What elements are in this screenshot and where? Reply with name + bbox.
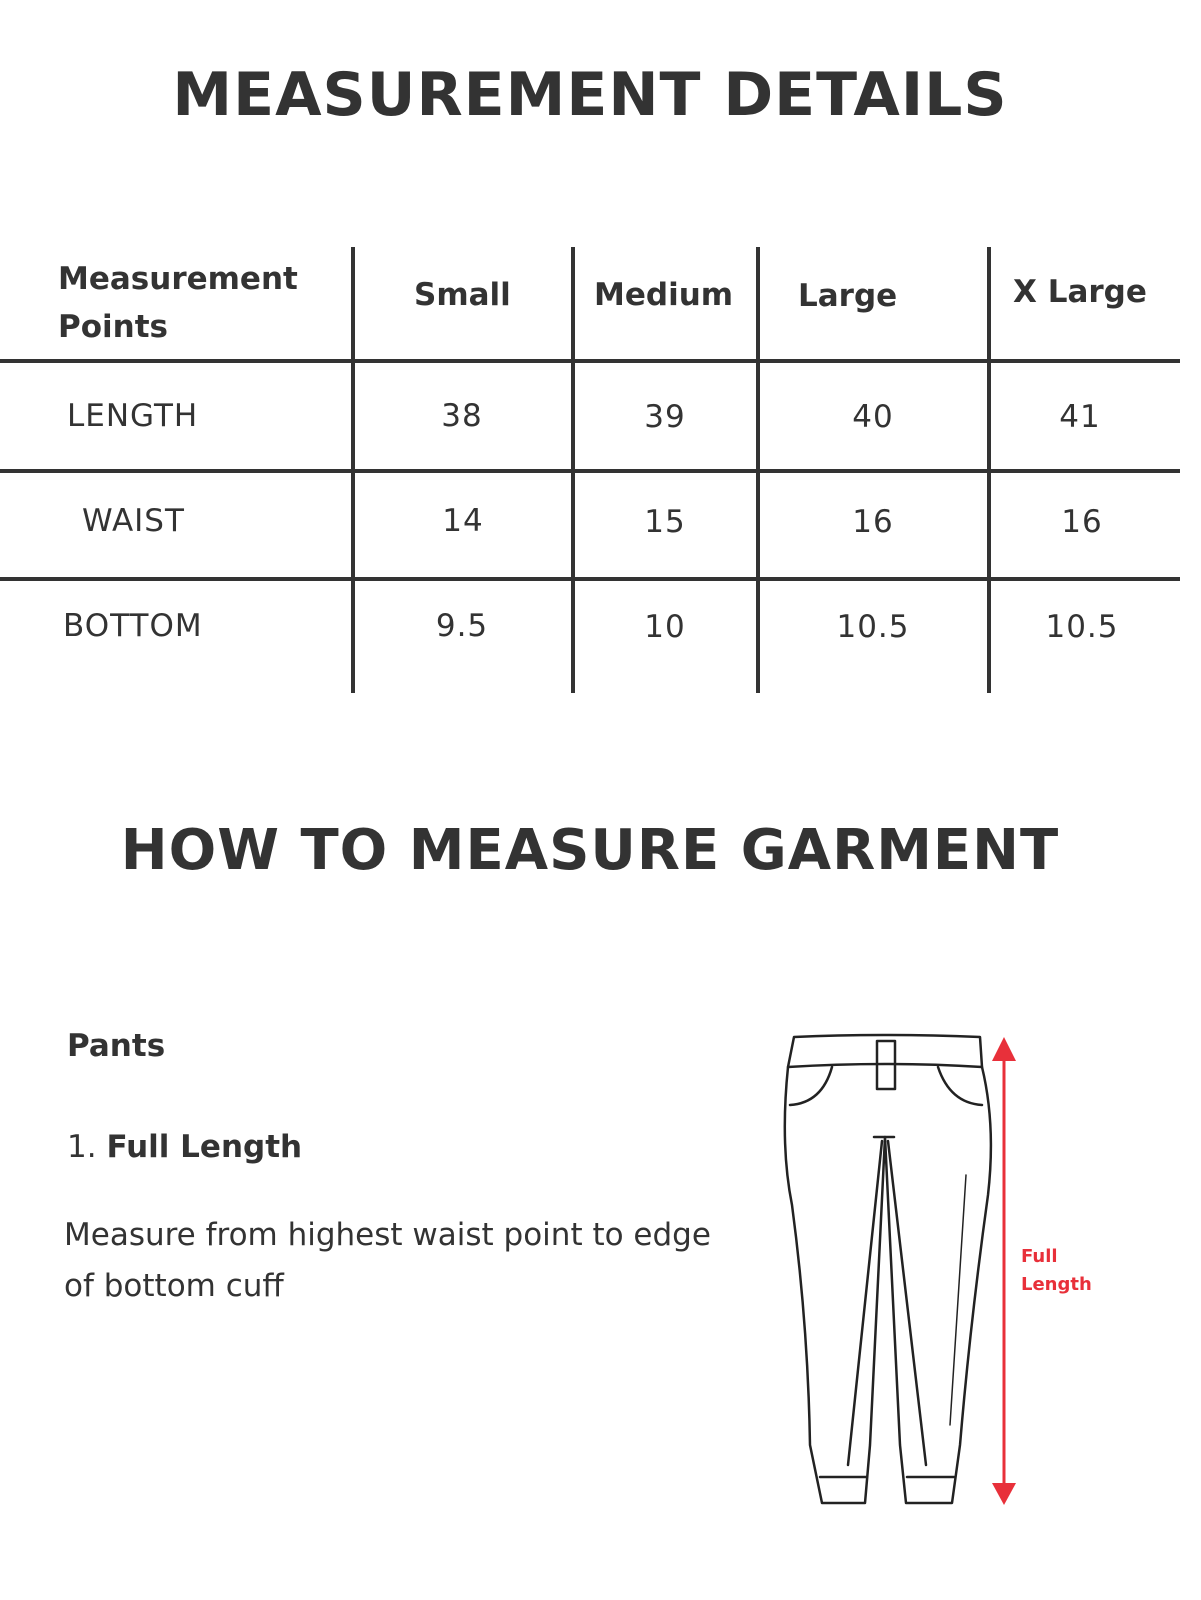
header-measurement-points-line1: Measurement — [58, 261, 298, 297]
table-cell: 16 — [852, 504, 894, 540]
right-pocket — [938, 1067, 982, 1105]
table-column-divider — [756, 247, 760, 693]
header-size-medium: Medium — [594, 277, 734, 313]
table-cell: 40 — [852, 399, 894, 435]
header-size-large: Large — [798, 278, 898, 314]
table-column-divider — [987, 247, 991, 693]
full-length-label-line1: Full — [1021, 1246, 1058, 1267]
header-size-x-large: X Large — [1013, 274, 1147, 310]
table-cell: 9.5 — [435, 608, 489, 644]
full-length-arrow — [992, 1037, 1016, 1505]
header-size-small: Small — [414, 277, 511, 313]
table-cell: 14 — [442, 503, 484, 539]
table-column-divider — [571, 247, 575, 693]
step-name: Full Length — [106, 1129, 303, 1165]
table-cell: 41 — [1059, 399, 1101, 435]
table-divider-header — [0, 359, 1180, 363]
pants-outline — [785, 1067, 991, 1503]
table-divider-row1 — [0, 469, 1180, 473]
step-description: Measure from highest waist point to edge of bottom cuff — [64, 1217, 711, 1304]
table-divider-row2 — [0, 577, 1180, 581]
section-title-how-to-measure: HOW TO MEASURE GARMENT — [120, 818, 1060, 883]
full-length-label-line2: Length — [1021, 1274, 1092, 1295]
measurement-step — [67, 1129, 302, 1165]
row-label-length: LENGTH — [67, 398, 199, 434]
garment-type-heading: Pants — [67, 1028, 166, 1064]
table-cell: 16 — [1061, 504, 1103, 540]
side-seam-detail — [950, 1175, 966, 1425]
full-length-label — [1021, 1243, 1092, 1299]
table-cell: 10.5 — [1045, 609, 1119, 645]
table-cell: 10 — [644, 609, 686, 645]
page-title: MEASUREMENT DETAILS — [172, 60, 1008, 130]
header-measurement-points-line2: Points — [58, 309, 168, 345]
table-cell: 10.5 — [836, 609, 910, 645]
table-cell: 15 — [644, 504, 686, 540]
pants-diagram — [770, 1025, 1030, 1510]
step-number: 1. — [67, 1129, 97, 1165]
header-measurement-points — [58, 255, 298, 351]
table-column-divider — [351, 247, 355, 693]
table-cell: 39 — [644, 399, 686, 435]
row-label-bottom: BOTTOM — [63, 608, 203, 644]
row-label-waist: WAIST — [82, 503, 185, 539]
table-cell: 38 — [441, 398, 483, 434]
left-pocket — [790, 1067, 832, 1105]
